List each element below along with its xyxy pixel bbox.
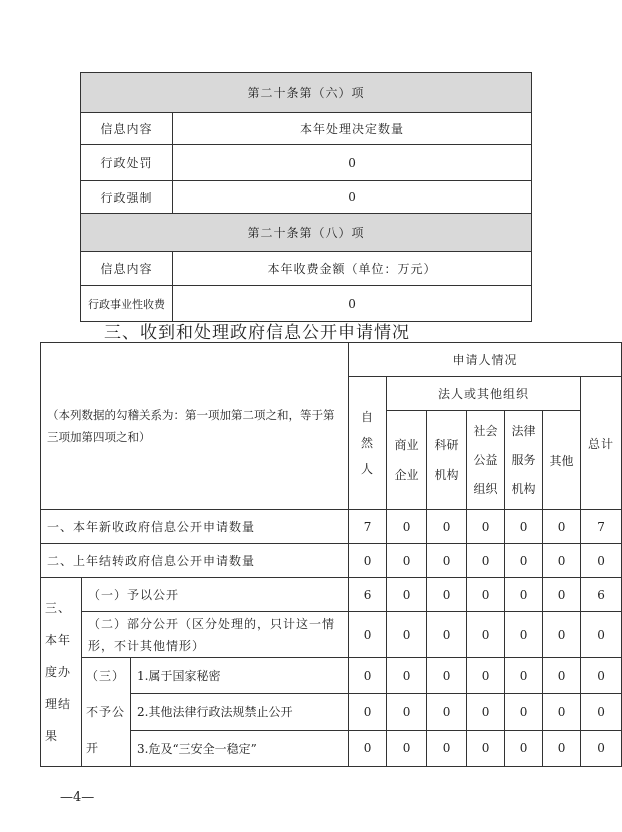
cell: 0 — [543, 658, 581, 694]
cell: 7 — [349, 510, 387, 544]
relationship-note: （本列数据的勾稽关系为：第一项加第二项之和，等于第三项加第四项之和） — [41, 343, 349, 510]
section20-8-header-right: 本年收费金额（单位：万元） — [173, 252, 532, 286]
cell: 0 — [387, 612, 427, 658]
col-research-label: 科研机构 — [434, 438, 459, 482]
cell: 0 — [349, 612, 387, 658]
section20-6-title: 第二十条第（六）项 — [81, 73, 532, 113]
cell: 0 — [349, 544, 387, 578]
cell: 7 — [581, 510, 622, 544]
cell: 0 — [467, 510, 505, 544]
section20-8-title: 第二十条第（八）项 — [81, 214, 532, 252]
cell: 0 — [543, 730, 581, 766]
cell: 0 — [427, 578, 467, 612]
legal-person-header: 法人或其他组织 — [387, 377, 581, 411]
row-label: （二）部分公开（区分处理的，只计这一情形，不计其他情形） — [82, 612, 349, 658]
col-legal-service-label: 法律服务机构 — [511, 423, 536, 496]
row-value: 0 — [173, 145, 532, 181]
col-research — [427, 411, 467, 510]
col-natural-person — [349, 377, 387, 510]
row-label: 3.危及“三安全一稳定” — [131, 730, 349, 766]
section20-8-header-left: 信息内容 — [81, 252, 173, 286]
cell: 0 — [349, 694, 387, 730]
row-value: 0 — [173, 286, 532, 322]
cell: 0 — [505, 612, 543, 658]
not-disclosed-label: （三）不予公开 — [86, 669, 126, 755]
cell: 6 — [581, 578, 622, 612]
row-label: 二、上年结转政府信息公开申请数量 — [41, 544, 349, 578]
cell: 0 — [349, 730, 387, 766]
table-row — [41, 658, 622, 694]
table-row — [41, 612, 622, 658]
col-natural-person-label: 自然人 — [361, 410, 375, 476]
cell: 0 — [505, 578, 543, 612]
row-label: 一、本年新收政府信息公开申请数量 — [41, 510, 349, 544]
applicant-header: 申请人情况 — [349, 343, 622, 377]
cell: 0 — [467, 578, 505, 612]
section20-6-header-left: 信息内容 — [81, 113, 173, 145]
col-total: 总计 — [581, 377, 622, 510]
cell: 0 — [543, 578, 581, 612]
cell: 0 — [505, 544, 543, 578]
cell: 0 — [543, 544, 581, 578]
col-legal-service — [505, 411, 543, 510]
cell: 0 — [505, 658, 543, 694]
cell: 0 — [387, 694, 427, 730]
cell: 0 — [427, 510, 467, 544]
col-public-welfare — [467, 411, 505, 510]
row-value: 0 — [173, 181, 532, 214]
not-disclosed-group — [82, 658, 131, 767]
row-label: 1.属于国家秘密 — [131, 658, 349, 694]
col-business — [387, 411, 427, 510]
row-label: 行政强制 — [81, 181, 173, 214]
cell: 0 — [581, 544, 622, 578]
cell: 0 — [387, 510, 427, 544]
cell: 0 — [581, 658, 622, 694]
cell: 0 — [387, 578, 427, 612]
cell: 0 — [349, 658, 387, 694]
article20-table — [80, 72, 532, 322]
cell: 0 — [467, 658, 505, 694]
cell: 0 — [467, 730, 505, 766]
cell: 0 — [427, 694, 467, 730]
table-row — [41, 578, 622, 612]
col-business-label: 商业企业 — [394, 438, 419, 482]
cell: 0 — [427, 544, 467, 578]
cell: 0 — [467, 612, 505, 658]
col-public-welfare-label: 社会公益组织 — [473, 423, 498, 496]
cell: 0 — [543, 612, 581, 658]
row-label: 行政处罚 — [81, 145, 173, 181]
cell: 0 — [543, 510, 581, 544]
cell: 0 — [387, 658, 427, 694]
cell: 0 — [467, 544, 505, 578]
cell: 0 — [467, 694, 505, 730]
cell: 0 — [581, 612, 622, 658]
cell: 0 — [387, 544, 427, 578]
row-label: 2.其他法律行政法规禁止公开 — [131, 694, 349, 730]
section20-6-header-right: 本年处理决定数量 — [173, 113, 532, 145]
row-label: （一）予以公开 — [82, 578, 349, 612]
cell: 0 — [427, 730, 467, 766]
row-label: 行政事业性收费 — [81, 286, 173, 322]
result-group-label — [41, 578, 82, 767]
cell: 0 — [581, 694, 622, 730]
cell: 0 — [427, 658, 467, 694]
application-table — [40, 342, 622, 767]
section-heading: 三、收到和处理政府信息公开申请情况 — [104, 323, 410, 343]
cell: 0 — [387, 730, 427, 766]
cell: 0 — [581, 730, 622, 766]
cell: 0 — [505, 694, 543, 730]
cell: 0 — [505, 510, 543, 544]
col-other: 其他 — [543, 411, 581, 510]
cell: 0 — [543, 694, 581, 730]
page-number: —4— — [60, 790, 95, 805]
table-row — [41, 510, 622, 544]
cell: 0 — [505, 730, 543, 766]
cell: 6 — [349, 578, 387, 612]
result-group-text: 三、本年度办理结果 — [45, 601, 72, 743]
cell: 0 — [427, 612, 467, 658]
table-row — [41, 544, 622, 578]
